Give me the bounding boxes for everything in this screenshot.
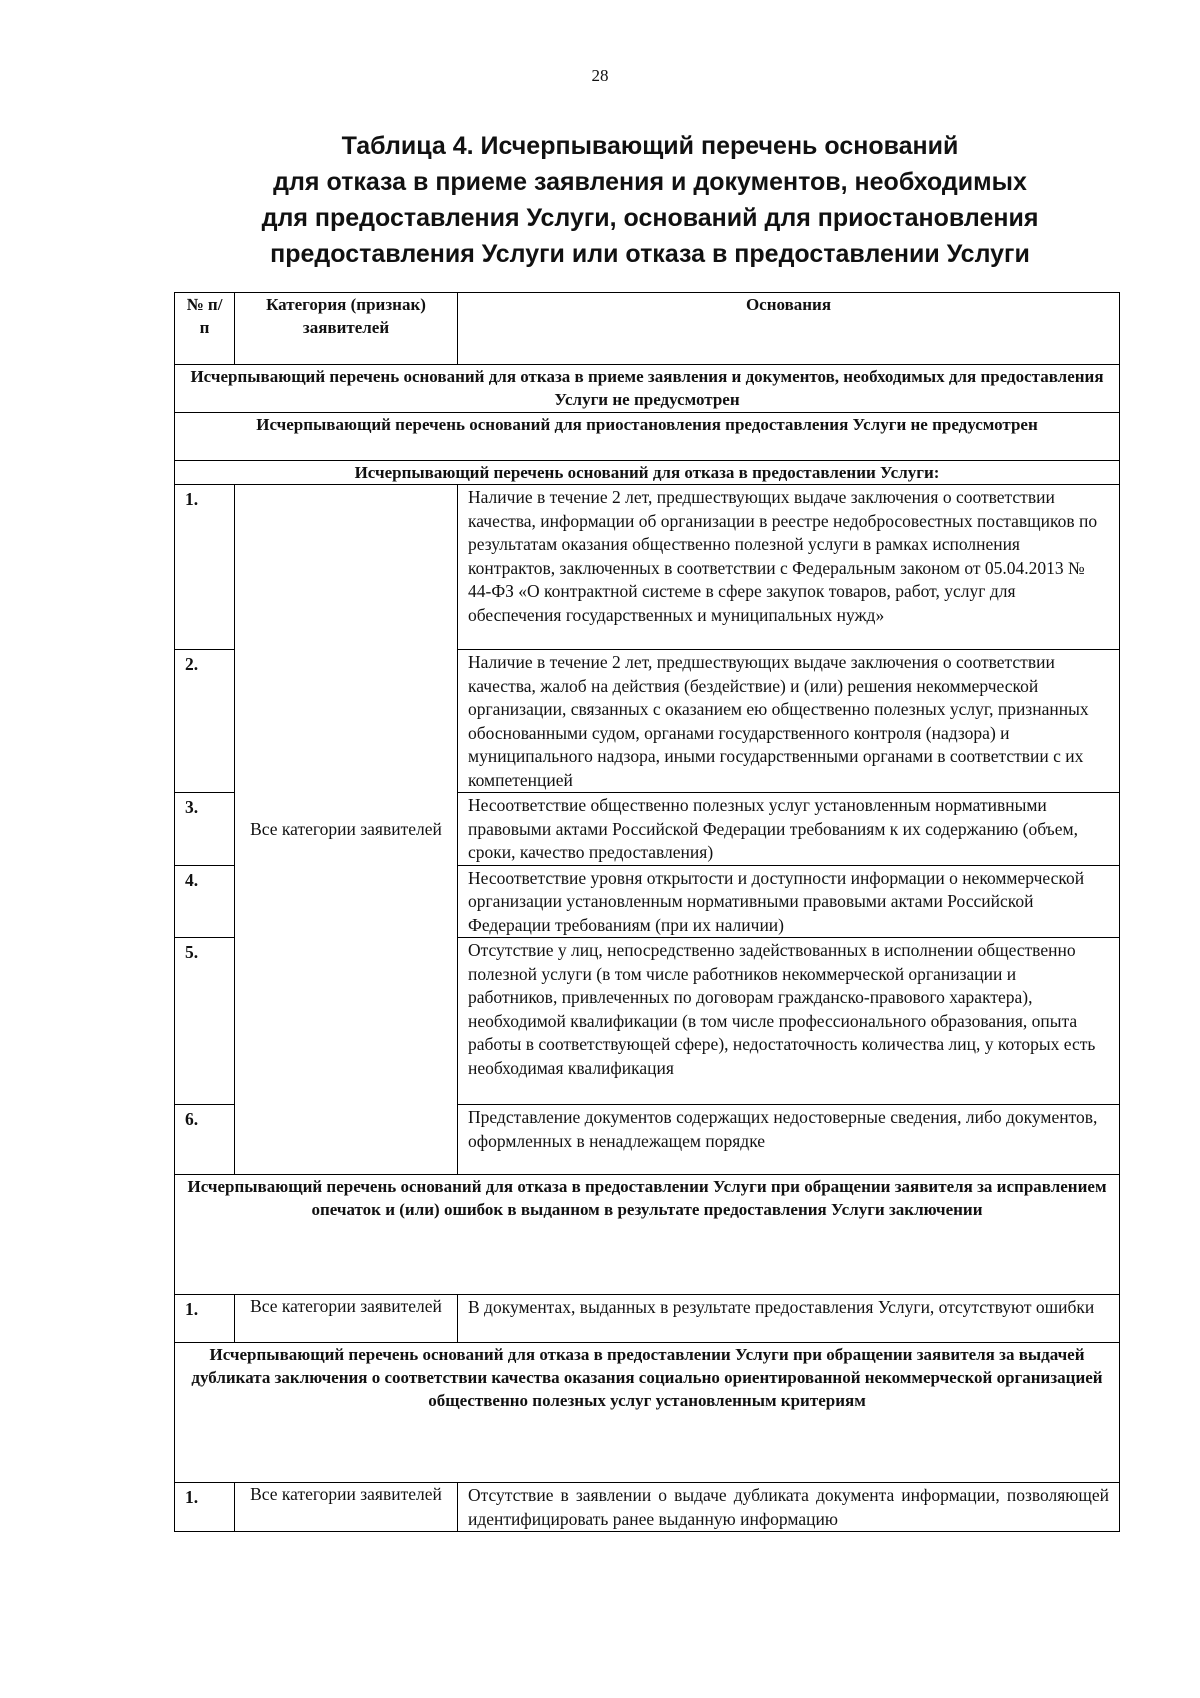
header-reasons: Основания [458, 293, 1120, 365]
row-category: Все категории заявителей [235, 1483, 458, 1532]
row-num: 6. [175, 1105, 235, 1175]
section-duplicate: Исчерпывающий перечень оснований для отказа в предоставлении Услуги при обращении заявителя за выдачей дубликата заключения о соответствии качества оказания социально ориентированной некоммерческой организацией общественно полезных услуг установленным критериям [175, 1343, 1120, 1483]
table-row [175, 1295, 1120, 1343]
header-num: № п/п [175, 293, 235, 365]
title-line: для предоставления Услуги, оснований для приостановления [261, 204, 1039, 232]
table-row [175, 485, 1120, 650]
row-num: 1. [175, 1295, 235, 1343]
table-title [230, 128, 1070, 272]
section-row [175, 413, 1120, 461]
section-row [175, 1343, 1120, 1483]
row-reason: Отсутствие у лиц, непосредственно задействованных в исполнении общественно полезной услуги (в том числе работников некоммерческой организации и работников, привлеченных по договорам гражданско-правового характера), необходимой квалификации (в том числе профессионального образования, опыта работы в соответствующей сфере), недостаточность количества лиц, у которых есть необходимая квалификация [458, 938, 1120, 1105]
row-num: 3. [175, 793, 235, 866]
section-row [175, 461, 1120, 485]
row-num: 4. [175, 865, 235, 938]
row-num: 5. [175, 938, 235, 1105]
row-reason: Наличие в течение 2 лет, предшествующих выдаче заключения о соответствии качества, жалоб на действия (бездействие) и (или) решения некоммерческой организации, связанных с оказанием ею общественно полезных услуг, признанных обоснованными судом, органами государственного контроля (надзора) и муниципального надзора, иными государственными органами в соответствии с их компетенцией [458, 650, 1120, 793]
grounds-table [174, 292, 1120, 1532]
section-row [175, 365, 1120, 413]
section-refusal: Исчерпывающий перечень оснований для отказа в предоставлении Услуги: [175, 461, 1120, 485]
row-reason: Представление документов содержащих недостоверные сведения, либо документов, оформленных в ненадлежащем порядке [458, 1105, 1120, 1175]
page-number: 28 [591, 66, 609, 85]
row-reason: Отсутствие в заявлении о выдаче дубликата документа информации, позволяющей идентифицировать ранее выданную информацию [458, 1483, 1120, 1532]
row-num: 1. [175, 485, 235, 650]
table-row [175, 1483, 1120, 1532]
section-refuse-acceptance: Исчерпывающий перечень оснований для отказа в приеме заявления и документов, необходимых для предоставления Услуги не предусмотрен [175, 365, 1120, 413]
row-num: 2. [175, 650, 235, 793]
title-line: Таблица 4. Исчерпывающий перечень оснований [341, 132, 959, 160]
section-row [175, 1175, 1120, 1295]
title-line: для отказа в приеме заявления и документов, необходимых [273, 168, 1027, 196]
row-reason: Несоответствие уровня открытости и доступности информации о некоммерческой организации установленным нормативными правовыми актами Российской Федерации требованиям (при их наличии) [458, 865, 1120, 938]
row-reason: В документах, выданных в результате предоставления Услуги, отсутствуют ошибки [458, 1295, 1120, 1343]
row-category: Все категории заявителей [235, 485, 458, 1175]
section-suspension: Исчерпывающий перечень оснований для приостановления предоставления Услуги не предусмотрен [175, 413, 1120, 461]
row-num: 1. [175, 1483, 235, 1532]
row-reason: Наличие в течение 2 лет, предшествующих выдаче заключения о соответствии качества, информации об организации в реестре недобросовестных поставщиков по результатам оказания общественно полезной услуги в рамках исполнения контрактов, заключенных в соответствии с Федеральным законом от 05.04.2013 № 44-ФЗ «О контрактной системе в сфере закупок товаров, работ, услуг для обеспечения государственных и муниципальных нужд» [458, 485, 1120, 650]
row-category: Все категории заявителей [235, 1295, 458, 1343]
section-corrections: Исчерпывающий перечень оснований для отказа в предоставлении Услуги при обращении заявителя за исправлением опечаток и (или) ошибок в выданном в результате предоставления Услуги заключении [175, 1175, 1120, 1295]
table-header-row [175, 293, 1120, 365]
title-line: предоставления Услуги или отказа в предоставлении Услуги [270, 240, 1030, 268]
header-category: Категория (признак) заявителей [235, 293, 458, 365]
row-reason: Несоответствие общественно полезных услуг установленным нормативными правовыми актами Российской Федерации требованиям к их содержанию (объем, сроки, качество предоставления) [458, 793, 1120, 866]
